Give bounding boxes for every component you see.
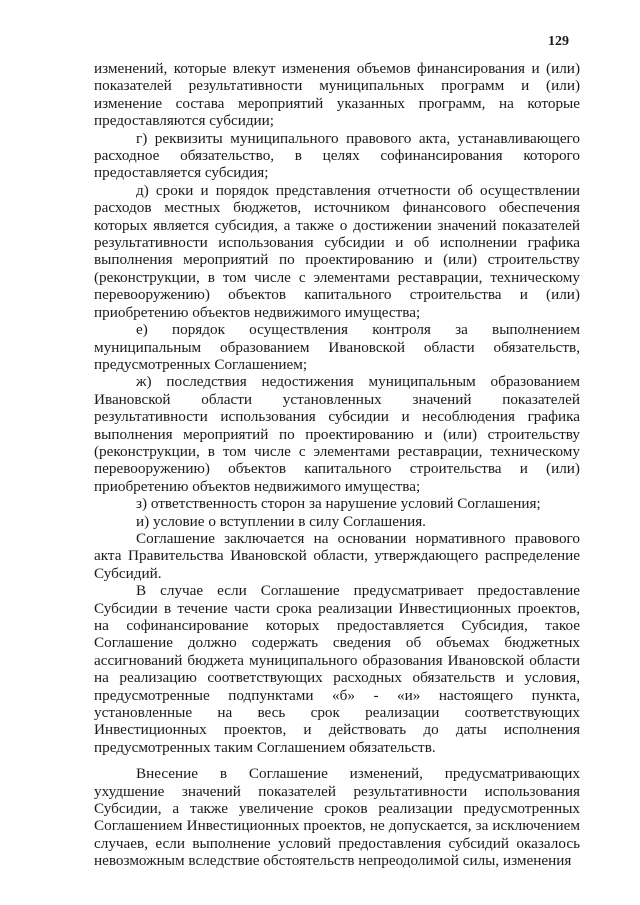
paragraph-amendments: Внесение в Соглашение изменений, предусматривающих ухудшение значений показателей результативности использования Субсидии, а также увеличение сроков реализации предусмотренных Соглашением Инвестиционных проектов, не допускается, за исключением случаев, если выполнение условий предоставления субсидий оказалось невозможным вследствие обстоятельств непреодолимой силы, изменения (94, 765, 580, 870)
paragraph-item-z: з) ответственность сторон за нарушение условий Соглашения; (136, 495, 541, 513)
paragraph-item-i: и) условие о вступлении в силу Соглашения. (136, 512, 426, 530)
paragraph-item-e: е) порядок осуществления контроля за выполнением муниципальным образованием Ивановской области обязательств, предусмотренных Соглашением; (94, 321, 580, 373)
paragraph-item-g: г) реквизиты муниципального правового акта, устанавливающего расходное обязательство, в целях софинансирования которого предоставляется субсидия; (94, 129, 580, 182)
document-body (94, 60, 580, 870)
paragraph-agreement-basis: Соглашение заключается на основании нормативного правового акта Правительства Ивановской области, утверждающего распределение Субсидий. (94, 529, 580, 582)
paragraph-partial-term: В случае если Соглашение предусматривает предоставление Субсидии в течение части срока реализации Инвестиционных проектов, на софинансирование которых предоставляется Субсидия, такое Соглашение должно содержать сведения об объемах бюджетных ассигнований бюджета муниципального образования Ивановской области на реализацию соответствующих расходных обязательств и условия, предусмотренные подпунктами «б» - «и» настоящего пункта, установленные на весь срок реализации соответствующих Инвестиционных проектов, и действовать до даты исполнения предусмотренных таким Соглашением обязательств. (94, 582, 580, 756)
paragraph-continuation: изменений, которые влекут изменения объемов финансирования и (или) показателей результативности муниципальных программ и (или) изменение состава мероприятий указанных программ, на которые предоставляются субсидии; (94, 60, 580, 130)
page-number: 129 (548, 34, 569, 49)
paragraph-item-d: д) сроки и порядок представления отчетности об осуществлении расходов местных бюджетов, источником финансового обеспечения которых является субсидия, а также о достижении значений показателей результативности использования субсидии и об исполнении графика выполнения мероприятий по проектированию и (или) строительству (реконструкции, в том числе с элементами реставрации, техническому перевооружению) объектов капитального строительства и (или) приобретению объектов недвижимого имущества; (94, 181, 580, 321)
paragraph-spacer (94, 756, 580, 765)
paragraph-item-zh: ж) последствия недостижения муниципальным образованием Ивановской области установленных значений показателей результативности использования субсидии и несоблюдения графика выполнения мероприятий по проектированию и (или) строительству (реконструкции, в том числе с элементами реставрации, техническому перевооружению) объектов капитального строительства и (или) приобретению объектов недвижимого имущества; (94, 373, 580, 495)
